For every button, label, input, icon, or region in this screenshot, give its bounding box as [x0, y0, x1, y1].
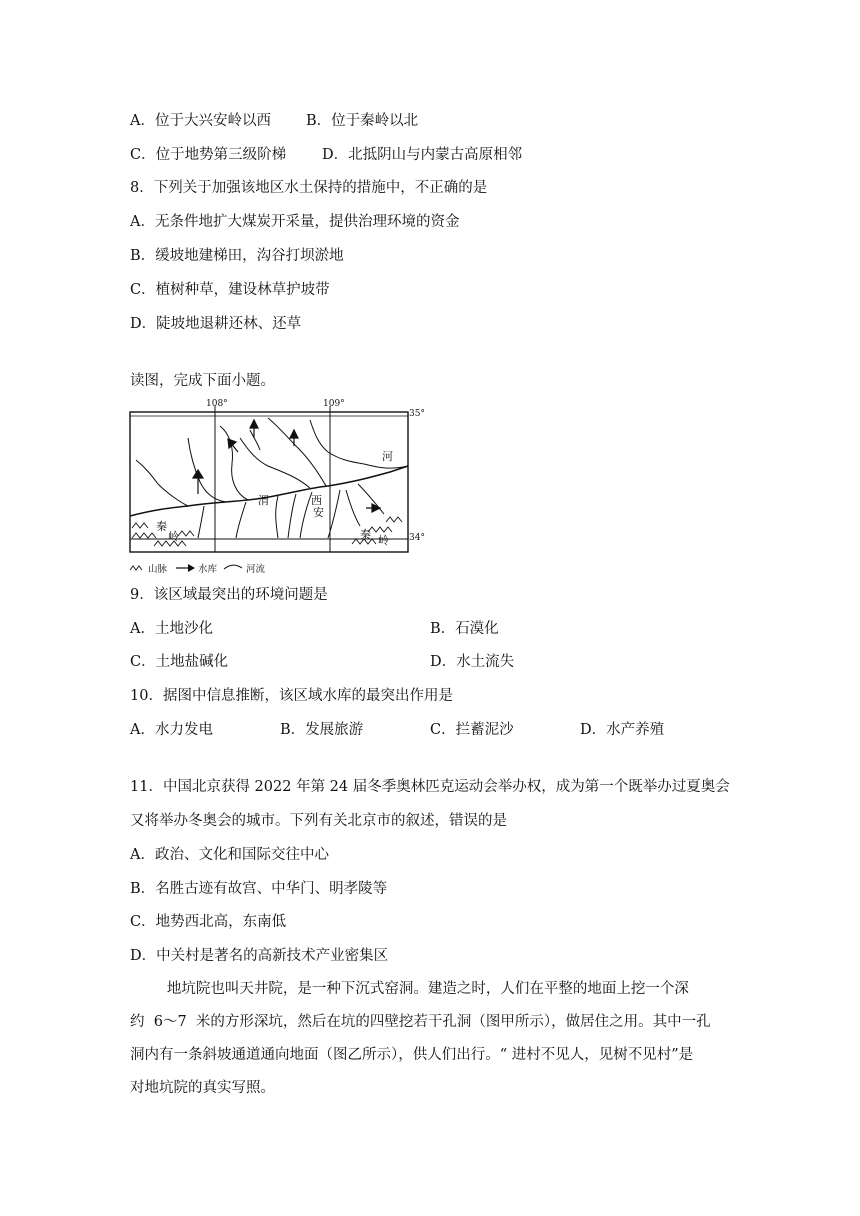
- legend-reservoir-arrow: [188, 564, 195, 572]
- q7-option-c: C．位于地势第三级阶梯: [130, 147, 287, 163]
- q8-option-d: D．陡坡地退耕还林、还草: [130, 316, 302, 332]
- q11-option-c: C．地势西北高，东南低: [130, 914, 287, 930]
- q9-stem: 9．该区域最突出的环境问题是: [130, 587, 328, 603]
- dikengyuan-passage: [130, 973, 730, 1105]
- lat-34-label: 34°: [409, 533, 425, 543]
- tributary-1: [136, 460, 188, 506]
- legend-river-symbol: [224, 565, 242, 569]
- ling-label-west: 岭: [168, 530, 179, 543]
- q9-option-a: A．土地沙化: [130, 621, 213, 637]
- reservoir-1: [193, 470, 203, 494]
- q7-option-b: B．位于秦岭以北: [306, 113, 419, 129]
- q9-option-b: B．石漠化: [430, 621, 499, 637]
- an-label: 安: [313, 506, 324, 519]
- q11-option-b: B．名胜古迹有故宫、中华门、明孝陵等: [130, 881, 388, 897]
- lon-109-label: 109°: [323, 399, 345, 409]
- q11-stem-line2: 又将举办冬奥会的城市。下列有关北京市的叙述，错误的是: [130, 813, 507, 829]
- ling-label-east: 岭: [378, 534, 389, 547]
- south-tributary-8: [358, 484, 384, 514]
- q8-option-b: B．缓坡地建梯田，沟谷打坝淤地: [130, 248, 344, 264]
- south-tributary-7: [346, 490, 360, 526]
- q7-option-d: D．北抵阴山与内蒙古高原相邻: [322, 147, 523, 163]
- q11-option-a: A．政治、文化和国际交往中心: [130, 847, 329, 863]
- passage-line-4: 对地坑院的真实写照。: [130, 1080, 275, 1096]
- q11-option-d: D．中关村是著名的高新技术产业密集区: [130, 948, 389, 964]
- passage-line-1: 地坑院也叫天井院，是一种下沉式窑洞。建造之时，人们在平整的地面上挖一个深: [130, 981, 689, 997]
- tributary-5: [268, 418, 326, 486]
- map-legend: [130, 563, 266, 575]
- legend-reservoir-label: 水库: [198, 564, 218, 575]
- south-tributary-4: [288, 494, 296, 538]
- map-intro: 读图，完成下面小题。: [130, 373, 275, 389]
- q9-option-d: D．水土流失: [430, 654, 515, 670]
- q10-option-d: D．水产养殖: [580, 722, 665, 738]
- legend-mountain-symbol: [130, 566, 142, 570]
- q10-option-c: C．拦蓄泥沙: [430, 722, 514, 738]
- reservoir-2: [228, 439, 238, 452]
- reservoir-5: [366, 504, 380, 512]
- q10-stem: 10．据图中信息推断，该区域水库的最突出作用是: [130, 688, 453, 704]
- q9-option-c: C．土地盐碱化: [130, 654, 229, 670]
- q8-stem: 8．下列关于加强该地区水土保持的措施中，不正确的是: [130, 180, 488, 196]
- tributary-6: [310, 420, 408, 468]
- q11-stem-line1: 11．中国北京获得 2022 年第 24 届冬季奥林匹克运动会举办权，成为第一个既举办过夏奥会: [130, 779, 730, 795]
- tributary-4: [240, 438, 310, 488]
- legend-mountain-label: 山脉: [148, 564, 168, 575]
- q8-option-c: C．植树种草，建设林草护坡带: [130, 282, 330, 298]
- reservoir-4: [290, 430, 298, 446]
- legend-river-label: 河流: [246, 564, 266, 575]
- south-tributary-2: [236, 502, 246, 538]
- reservoir-markers: [193, 420, 380, 512]
- q10-option-a: A．水力发电: [130, 722, 213, 738]
- qin-label-east: 秦: [360, 528, 371, 541]
- south-tributary-3: [276, 496, 278, 538]
- tributary-3: [220, 426, 248, 500]
- south-tributary-1: [198, 506, 204, 538]
- lat-35-label: 35°: [409, 409, 425, 419]
- tributary-7: [250, 430, 260, 450]
- q8-option-a: A．无条件地扩大煤炭开采量，提供治理环境的资金: [130, 214, 460, 230]
- tributary-2: [188, 438, 226, 502]
- q7-option-a: A．位于大兴安岭以西: [130, 113, 271, 129]
- lon-108-label: 108°: [206, 399, 228, 409]
- xi-label: 西: [311, 494, 322, 507]
- qin-label-west: 秦: [156, 520, 167, 533]
- passage-line-2: 约 6～7 米的方形深坑，然后在坑的四壁挖若干孔洞（图甲所示），做居住之用。其中一孔: [130, 1014, 711, 1030]
- q10-option-b: B．发展旅游: [280, 722, 364, 738]
- reservoir-3: [250, 420, 258, 438]
- passage-line-3: 洞内有一条斜坡通道通向地面（图乙所示），供人们出行。“ 进村不见人，见树不见村”是: [130, 1047, 694, 1063]
- wei-label: 渭: [258, 494, 269, 507]
- wei-river-map: [128, 398, 428, 580]
- yellow-river-label: 河: [382, 450, 393, 463]
